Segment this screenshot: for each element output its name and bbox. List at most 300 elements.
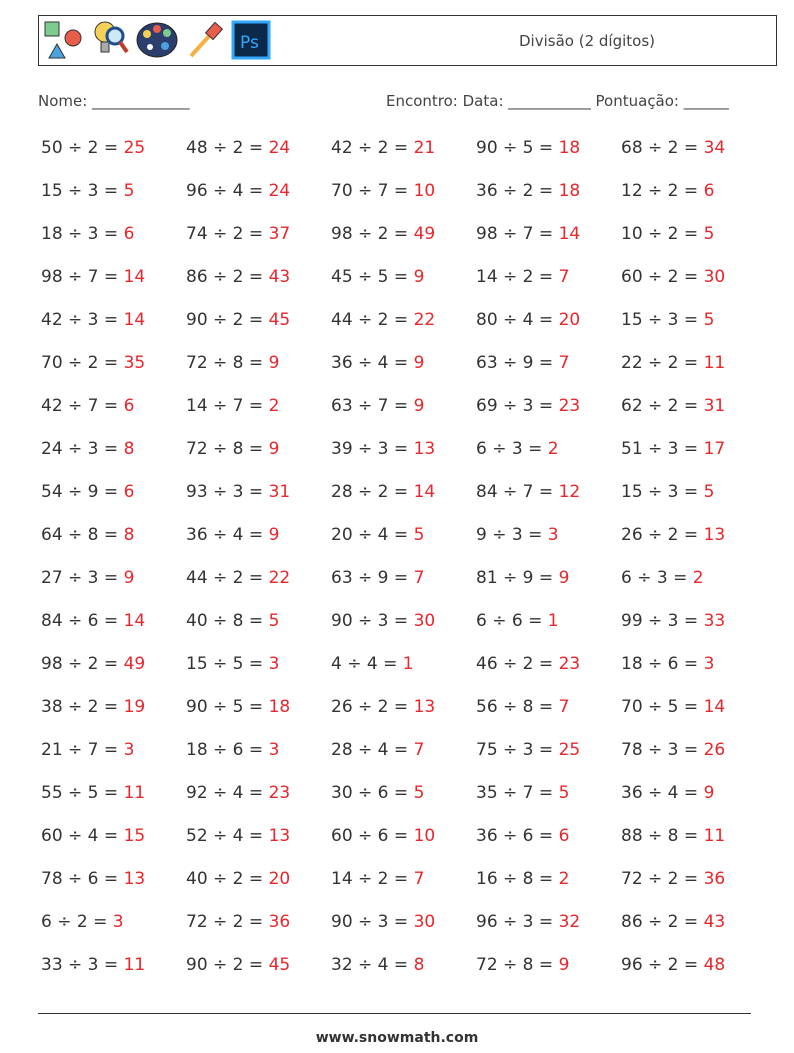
problem <box>476 439 621 482</box>
problem-question: 93 ÷ 3 = <box>186 482 269 502</box>
problem-question: 35 ÷ 7 = <box>476 783 559 803</box>
problem-question: 26 ÷ 2 = <box>331 697 414 717</box>
problem <box>621 482 766 525</box>
problem <box>331 439 476 482</box>
problem-answer: 20 <box>558 310 581 330</box>
problem-question: 9 ÷ 3 = <box>476 525 548 545</box>
problem-row <box>41 955 771 998</box>
problem <box>41 697 186 740</box>
problem-question: 75 ÷ 3 = <box>476 740 559 760</box>
problem-question: 26 ÷ 2 = <box>621 525 704 545</box>
problem-answer: 11 <box>123 955 146 975</box>
problem <box>186 439 331 482</box>
problem-answer: 30 <box>703 267 726 287</box>
problem-answer: 3 <box>123 740 135 760</box>
problem <box>331 740 476 783</box>
problem <box>621 740 766 783</box>
problem <box>41 353 186 396</box>
problem-question: 36 ÷ 4 = <box>186 525 269 545</box>
problem-question: 72 ÷ 2 = <box>621 869 704 889</box>
problem-answer: 2 <box>547 439 559 459</box>
problem <box>621 310 766 353</box>
problem <box>186 138 331 181</box>
problem <box>476 697 621 740</box>
problem-question: 6 ÷ 3 = <box>621 568 693 588</box>
problem-question: 72 ÷ 8 = <box>476 955 559 975</box>
problem <box>621 267 766 310</box>
problem <box>621 955 766 998</box>
problem-question: 90 ÷ 2 = <box>186 955 269 975</box>
problem-answer: 7 <box>558 353 570 373</box>
problem-answer: 45 <box>268 955 291 975</box>
problem-answer: 25 <box>123 138 146 158</box>
problem-answer: 2 <box>558 869 570 889</box>
problem-question: 70 ÷ 7 = <box>331 181 414 201</box>
problem-answer: 7 <box>413 740 425 760</box>
problem-answer: 22 <box>268 568 291 588</box>
problem <box>621 869 766 912</box>
problem <box>621 697 766 740</box>
problem-question: 28 ÷ 2 = <box>331 482 414 502</box>
problem-question: 69 ÷ 3 = <box>476 396 559 416</box>
problem-question: 86 ÷ 2 = <box>186 267 269 287</box>
problem-answer: 5 <box>268 611 280 631</box>
problem <box>331 568 476 611</box>
footer-url: www.snowmath.com <box>315 1030 479 1046</box>
problem-question: 38 ÷ 2 = <box>41 697 124 717</box>
problem <box>476 955 621 998</box>
name-field: Nome: _____________ <box>38 92 190 110</box>
problem-answer: 6 <box>703 181 715 201</box>
problem-answer: 2 <box>268 396 280 416</box>
problem-question: 44 ÷ 2 = <box>331 310 414 330</box>
problem-question: 36 ÷ 4 = <box>331 353 414 373</box>
problem <box>41 525 186 568</box>
eyedropper-icon <box>185 20 225 64</box>
problem <box>476 654 621 697</box>
problem-row <box>41 912 771 955</box>
problem-answer: 23 <box>268 783 291 803</box>
problem-answer: 9 <box>413 353 425 373</box>
problem-answer: 5 <box>703 310 715 330</box>
problem <box>41 740 186 783</box>
problem-answer: 7 <box>413 568 425 588</box>
problem <box>41 310 186 353</box>
problem <box>186 912 331 955</box>
problem-question: 24 ÷ 3 = <box>41 439 124 459</box>
problem <box>476 353 621 396</box>
problem-question: 81 ÷ 9 = <box>476 568 559 588</box>
problem-question: 60 ÷ 4 = <box>41 826 124 846</box>
problem <box>476 525 621 568</box>
problem <box>621 224 766 267</box>
problem-question: 15 ÷ 3 = <box>41 181 124 201</box>
problem-answer: 33 <box>703 611 726 631</box>
problem-question: 92 ÷ 4 = <box>186 783 269 803</box>
problem-question: 56 ÷ 8 = <box>476 697 559 717</box>
problem-answer: 43 <box>703 912 726 932</box>
problem-row <box>41 181 771 224</box>
problem <box>331 826 476 869</box>
problem-answer: 14 <box>558 224 581 244</box>
problem <box>476 310 621 353</box>
problem-question: 14 ÷ 2 = <box>476 267 559 287</box>
problem-question: 74 ÷ 2 = <box>186 224 269 244</box>
problem <box>331 310 476 353</box>
lightbulb-magnifier-icon <box>93 20 129 64</box>
problem-question: 72 ÷ 8 = <box>186 353 269 373</box>
problem <box>41 138 186 181</box>
problem-question: 64 ÷ 8 = <box>41 525 124 545</box>
page-title: Divisão (2 dígitos) <box>519 32 655 50</box>
problem-question: 90 ÷ 5 = <box>476 138 559 158</box>
problem-question: 14 ÷ 7 = <box>186 396 269 416</box>
problem-question: 6 ÷ 2 = <box>41 912 113 932</box>
problem <box>476 224 621 267</box>
problem-question: 15 ÷ 3 = <box>621 310 704 330</box>
problem <box>186 955 331 998</box>
problem-question: 84 ÷ 7 = <box>476 482 559 502</box>
problem-answer: 17 <box>703 439 726 459</box>
icon-strip <box>43 20 271 64</box>
problem-answer: 13 <box>123 869 146 889</box>
problem-answer: 1 <box>402 654 414 674</box>
palette-icon <box>135 20 179 64</box>
problem-answer: 3 <box>547 525 559 545</box>
problem-answer: 5 <box>703 224 715 244</box>
problem <box>41 439 186 482</box>
problem <box>621 826 766 869</box>
problem-question: 72 ÷ 8 = <box>186 439 269 459</box>
problem-answer: 19 <box>123 697 146 717</box>
problem-question: 98 ÷ 2 = <box>331 224 414 244</box>
problem-answer: 34 <box>703 138 726 158</box>
problem-question: 50 ÷ 2 = <box>41 138 124 158</box>
problem-question: 52 ÷ 4 = <box>186 826 269 846</box>
problem-question: 40 ÷ 2 = <box>186 869 269 889</box>
problem-question: 48 ÷ 2 = <box>186 138 269 158</box>
problem <box>331 396 476 439</box>
problem-question: 10 ÷ 2 = <box>621 224 704 244</box>
problem <box>186 310 331 353</box>
problem <box>41 482 186 525</box>
problem <box>41 396 186 439</box>
problem <box>186 654 331 697</box>
problem-answer: 3 <box>112 912 124 932</box>
problem-question: 45 ÷ 5 = <box>331 267 414 287</box>
problem-row <box>41 826 771 869</box>
problem <box>476 181 621 224</box>
problem-question: 55 ÷ 5 = <box>41 783 124 803</box>
problem <box>621 138 766 181</box>
problem-question: 96 ÷ 3 = <box>476 912 559 932</box>
problem-answer: 25 <box>558 740 581 760</box>
problem-answer: 36 <box>703 869 726 889</box>
problem-question: 96 ÷ 2 = <box>621 955 704 975</box>
problem-answer: 13 <box>268 826 291 846</box>
problem-answer: 9 <box>413 267 425 287</box>
problem-row <box>41 697 771 740</box>
problem <box>186 267 331 310</box>
problem-answer: 3 <box>703 654 715 674</box>
problem-question: 18 ÷ 6 = <box>186 740 269 760</box>
problem <box>41 224 186 267</box>
problem-question: 20 ÷ 4 = <box>331 525 414 545</box>
problem <box>186 396 331 439</box>
photoshop-icon <box>231 20 271 64</box>
problem-answer: 8 <box>413 955 425 975</box>
problem-answer: 12 <box>558 482 581 502</box>
problem-row <box>41 138 771 181</box>
problem <box>186 482 331 525</box>
problem-question: 60 ÷ 6 = <box>331 826 414 846</box>
problem-answer: 10 <box>413 826 436 846</box>
problem-answer: 2 <box>692 568 704 588</box>
problem-question: 4 ÷ 4 = <box>331 654 403 674</box>
problem-question: 90 ÷ 3 = <box>331 912 414 932</box>
problem-question: 96 ÷ 4 = <box>186 181 269 201</box>
problem-answer: 13 <box>413 439 436 459</box>
problem <box>186 783 331 826</box>
problem-question: 78 ÷ 6 = <box>41 869 124 889</box>
problem <box>476 611 621 654</box>
problem-row <box>41 611 771 654</box>
problem-answer: 6 <box>123 224 135 244</box>
problem-answer: 9 <box>123 568 135 588</box>
problem-row <box>41 396 771 439</box>
problem-question: 22 ÷ 2 = <box>621 353 704 373</box>
problem <box>186 869 331 912</box>
problem <box>331 482 476 525</box>
problem-answer: 8 <box>123 525 135 545</box>
problem <box>476 826 621 869</box>
problem-row <box>41 654 771 697</box>
problem-question: 78 ÷ 3 = <box>621 740 704 760</box>
problem-answer: 9 <box>268 439 280 459</box>
problem-question: 84 ÷ 6 = <box>41 611 124 631</box>
problem <box>186 181 331 224</box>
problem <box>186 611 331 654</box>
problem-question: 68 ÷ 2 = <box>621 138 704 158</box>
problem-answer: 15 <box>123 826 146 846</box>
problem-question: 6 ÷ 6 = <box>476 611 548 631</box>
problem <box>41 955 186 998</box>
problem-answer: 14 <box>703 697 726 717</box>
problem-answer: 49 <box>123 654 146 674</box>
problem-question: 86 ÷ 2 = <box>621 912 704 932</box>
problem-question: 32 ÷ 4 = <box>331 955 414 975</box>
problem-answer: 48 <box>703 955 726 975</box>
problem-grid <box>41 138 771 998</box>
problem-question: 44 ÷ 2 = <box>186 568 269 588</box>
problem-question: 90 ÷ 2 = <box>186 310 269 330</box>
problem-row <box>41 482 771 525</box>
problem <box>476 267 621 310</box>
problem <box>331 353 476 396</box>
problem-question: 6 ÷ 3 = <box>476 439 548 459</box>
problem-answer: 49 <box>413 224 436 244</box>
problem-question: 63 ÷ 7 = <box>331 396 414 416</box>
problem-row <box>41 353 771 396</box>
problem-question: 70 ÷ 2 = <box>41 353 124 373</box>
problem-answer: 31 <box>268 482 291 502</box>
problem-answer: 5 <box>123 181 135 201</box>
problem-question: 12 ÷ 2 = <box>621 181 704 201</box>
problem-answer: 11 <box>123 783 146 803</box>
problem-answer: 36 <box>268 912 291 932</box>
problem-question: 54 ÷ 9 = <box>41 482 124 502</box>
problem <box>331 224 476 267</box>
problem-question: 18 ÷ 3 = <box>41 224 124 244</box>
problem-answer: 31 <box>703 396 726 416</box>
problem-answer: 7 <box>558 697 570 717</box>
problem <box>621 912 766 955</box>
problem-answer: 32 <box>558 912 581 932</box>
problem <box>476 568 621 611</box>
problem <box>186 525 331 568</box>
problem <box>331 654 476 697</box>
problem-question: 98 ÷ 7 = <box>476 224 559 244</box>
problem <box>41 826 186 869</box>
problem-row <box>41 740 771 783</box>
problem-answer: 9 <box>558 955 570 975</box>
problem-question: 99 ÷ 3 = <box>621 611 704 631</box>
problem <box>41 267 186 310</box>
problem <box>331 525 476 568</box>
problem <box>186 224 331 267</box>
problem-question: 33 ÷ 3 = <box>41 955 124 975</box>
problem-question: 63 ÷ 9 = <box>476 353 559 373</box>
problem-answer: 5 <box>413 525 425 545</box>
svg-text:Ps: Ps <box>240 33 259 53</box>
problem-question: 42 ÷ 3 = <box>41 310 124 330</box>
problem-question: 98 ÷ 7 = <box>41 267 124 287</box>
shapes-icon <box>43 20 87 64</box>
problem <box>331 611 476 654</box>
problem-answer: 14 <box>123 267 146 287</box>
problem <box>331 912 476 955</box>
problem <box>41 783 186 826</box>
problem-question: 36 ÷ 4 = <box>621 783 704 803</box>
problem-question: 63 ÷ 9 = <box>331 568 414 588</box>
problem-row <box>41 525 771 568</box>
problem-question: 88 ÷ 8 = <box>621 826 704 846</box>
problem <box>331 138 476 181</box>
problem-row <box>41 869 771 912</box>
problem-question: 60 ÷ 2 = <box>621 267 704 287</box>
problem-answer: 6 <box>558 826 570 846</box>
problem-answer: 13 <box>703 525 726 545</box>
problem <box>186 740 331 783</box>
problem <box>41 654 186 697</box>
problem-answer: 37 <box>268 224 291 244</box>
problem-row <box>41 439 771 482</box>
header-box <box>38 15 777 66</box>
problem-question: 42 ÷ 7 = <box>41 396 124 416</box>
problem <box>331 267 476 310</box>
problem-answer: 23 <box>558 654 581 674</box>
problem <box>621 611 766 654</box>
problem <box>621 654 766 697</box>
problem-answer: 22 <box>413 310 436 330</box>
problem-answer: 24 <box>268 181 291 201</box>
problem-answer: 9 <box>268 353 280 373</box>
problem-question: 46 ÷ 2 = <box>476 654 559 674</box>
problem-answer: 18 <box>558 138 581 158</box>
problem-answer: 11 <box>703 826 726 846</box>
problem-question: 80 ÷ 4 = <box>476 310 559 330</box>
problem <box>476 482 621 525</box>
problem-row <box>41 224 771 267</box>
problem <box>331 783 476 826</box>
problem <box>621 525 766 568</box>
problem <box>621 568 766 611</box>
problem-answer: 14 <box>413 482 436 502</box>
problem <box>476 396 621 439</box>
problem <box>41 869 186 912</box>
problem <box>331 869 476 912</box>
problem-answer: 24 <box>268 138 291 158</box>
problem <box>41 181 186 224</box>
problem <box>621 439 766 482</box>
problem-answer: 30 <box>413 611 436 631</box>
problem-question: 70 ÷ 5 = <box>621 697 704 717</box>
problem <box>41 568 186 611</box>
problem-question: 36 ÷ 2 = <box>476 181 559 201</box>
problem <box>331 181 476 224</box>
problem-question: 72 ÷ 2 = <box>186 912 269 932</box>
problem <box>621 353 766 396</box>
problem-question: 16 ÷ 8 = <box>476 869 559 889</box>
problem-question: 98 ÷ 2 = <box>41 654 124 674</box>
footer-divider <box>38 1013 751 1014</box>
problem-answer: 3 <box>268 654 280 674</box>
problem-answer: 1 <box>547 611 559 631</box>
problem-answer: 9 <box>413 396 425 416</box>
problem-question: 90 ÷ 3 = <box>331 611 414 631</box>
problem-question: 36 ÷ 6 = <box>476 826 559 846</box>
problem-answer: 5 <box>413 783 425 803</box>
problem-answer: 6 <box>123 396 135 416</box>
problem-answer: 35 <box>123 353 146 373</box>
problem <box>186 697 331 740</box>
problem-row <box>41 783 771 826</box>
problem <box>621 181 766 224</box>
problem-question: 39 ÷ 3 = <box>331 439 414 459</box>
problem-answer: 9 <box>268 525 280 545</box>
problem <box>476 138 621 181</box>
problem-answer: 5 <box>703 482 715 502</box>
problem-question: 90 ÷ 5 = <box>186 697 269 717</box>
problem-question: 15 ÷ 3 = <box>621 482 704 502</box>
problem-question: 15 ÷ 5 = <box>186 654 269 674</box>
problem-answer: 14 <box>123 310 146 330</box>
problem-answer: 21 <box>413 138 436 158</box>
problem-answer: 18 <box>558 181 581 201</box>
problem-answer: 45 <box>268 310 291 330</box>
problem <box>186 353 331 396</box>
problem-answer: 9 <box>703 783 715 803</box>
problem-answer: 30 <box>413 912 436 932</box>
problem-answer: 18 <box>268 697 291 717</box>
problem-question: 14 ÷ 2 = <box>331 869 414 889</box>
problem-question: 27 ÷ 3 = <box>41 568 124 588</box>
problem-answer: 7 <box>413 869 425 889</box>
problem-answer: 9 <box>558 568 570 588</box>
problem-answer: 6 <box>123 482 135 502</box>
problem <box>476 912 621 955</box>
problem-answer: 13 <box>413 697 436 717</box>
